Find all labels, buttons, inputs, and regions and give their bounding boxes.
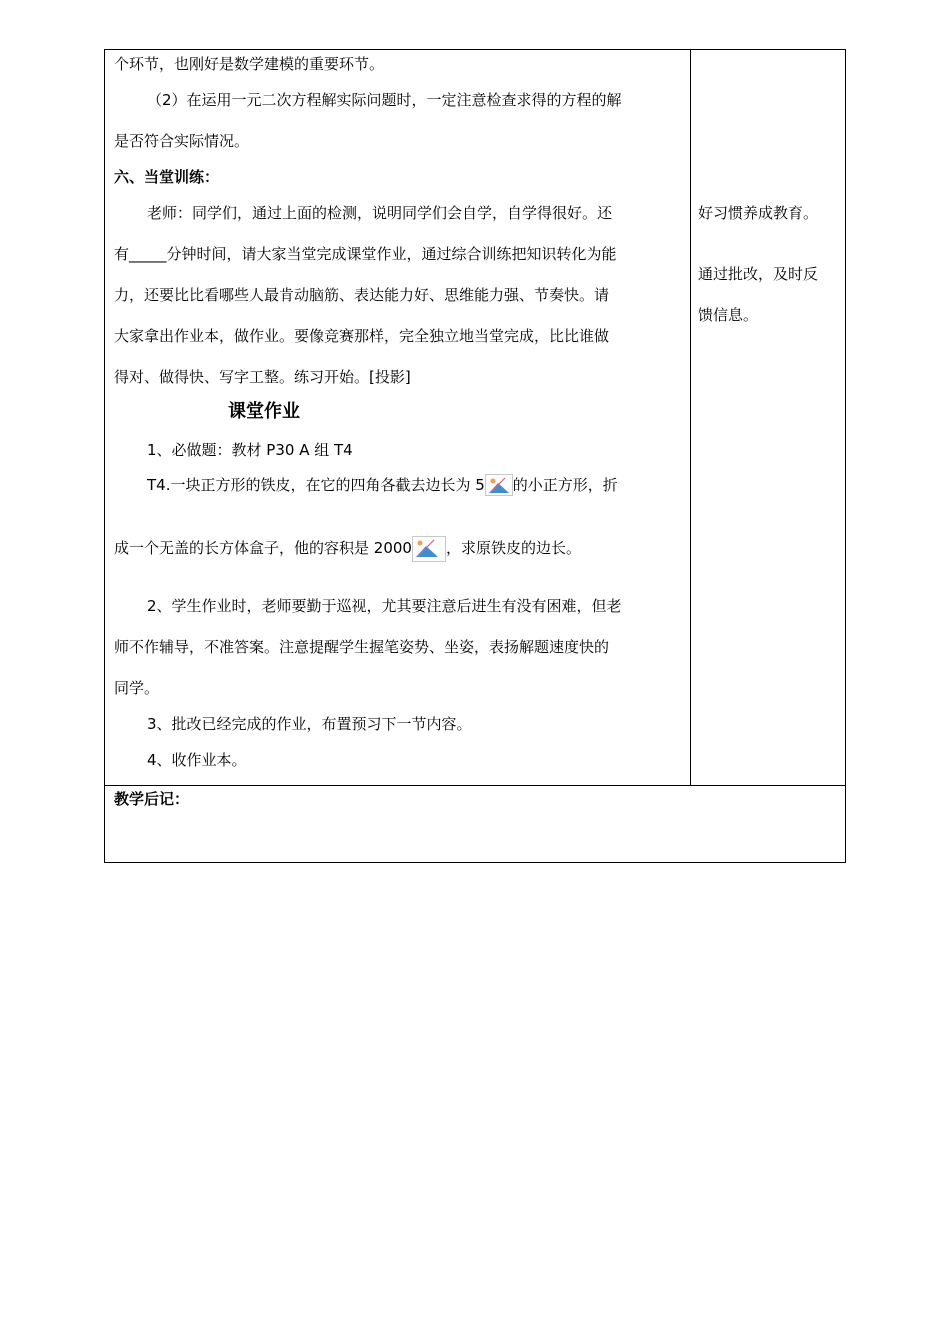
paragraph-line: 大家拿出作业本，做作业。要像竞赛那样，完全独立地当堂完成，比比谁做 (114, 327, 610, 345)
problem-line (147, 474, 618, 496)
homework-item: 3、批改已经完成的作业，布置预习下一节内容。 (147, 715, 472, 733)
problem-text: 的小正方形，折 (512, 476, 618, 494)
side-note: 好习惯养成教育。 (698, 204, 819, 222)
paragraph-line: 力，还要比比看哪些人最肯动脑筋、表达能力好、思维能力强、节奏快。请 (114, 286, 610, 304)
text-line: 个环节，也刚好是数学建模的重要环节。 (114, 55, 385, 73)
side-note: 通过批改，及时反 (698, 265, 819, 283)
broken-image-icon (412, 536, 446, 562)
problem-text: 成一个无盖的长方体盒子，他的容积是 2000 (114, 539, 412, 557)
text-line: 是否符合实际情况。 (114, 132, 250, 150)
homework-item: 2、学生作业时，老师要勤于巡视，尤其要注意后进生有没有困难，但老 (147, 597, 622, 615)
section-heading: 六、当堂训练： (114, 168, 220, 186)
problem-line (114, 536, 581, 562)
paragraph-line: 老师：同学们，通过上面的检测，说明同学们会自学，自学得很好。还 (147, 204, 613, 222)
homework-item: 师不作辅导，不准答案。注意提醒学生握笔姿势、坐姿，表扬解题速度快的 (114, 638, 610, 656)
broken-image-icon (485, 474, 513, 496)
side-note: 馈信息。 (698, 306, 759, 324)
text-line: （2）在运用一元二次方程解实际问题时，一定注意检查求得的方程的解 (147, 91, 622, 109)
teaching-notes-label: 教学后记： (114, 790, 190, 808)
problem-text: ，求原铁皮的边长。 (445, 539, 581, 557)
homework-item: 同学。 (114, 679, 160, 697)
paragraph-line: 有_____分钟时间，请大家当堂完成课堂作业，通过综合训练把知识转化为能 (114, 245, 617, 263)
homework-title: 课堂作业 (228, 401, 300, 422)
column-divider (690, 50, 691, 785)
paragraph-line: 得对、做得快、写字工整。练习开始。[投影] (114, 368, 411, 386)
homework-item: 1、必做题：教材 P30 A 组 T4 (147, 441, 353, 459)
homework-item: 4、收作业本。 (147, 751, 247, 769)
problem-text: T4.一块正方形的铁皮，在它的四角各截去边长为 5 (147, 476, 485, 494)
row-divider (105, 785, 845, 786)
